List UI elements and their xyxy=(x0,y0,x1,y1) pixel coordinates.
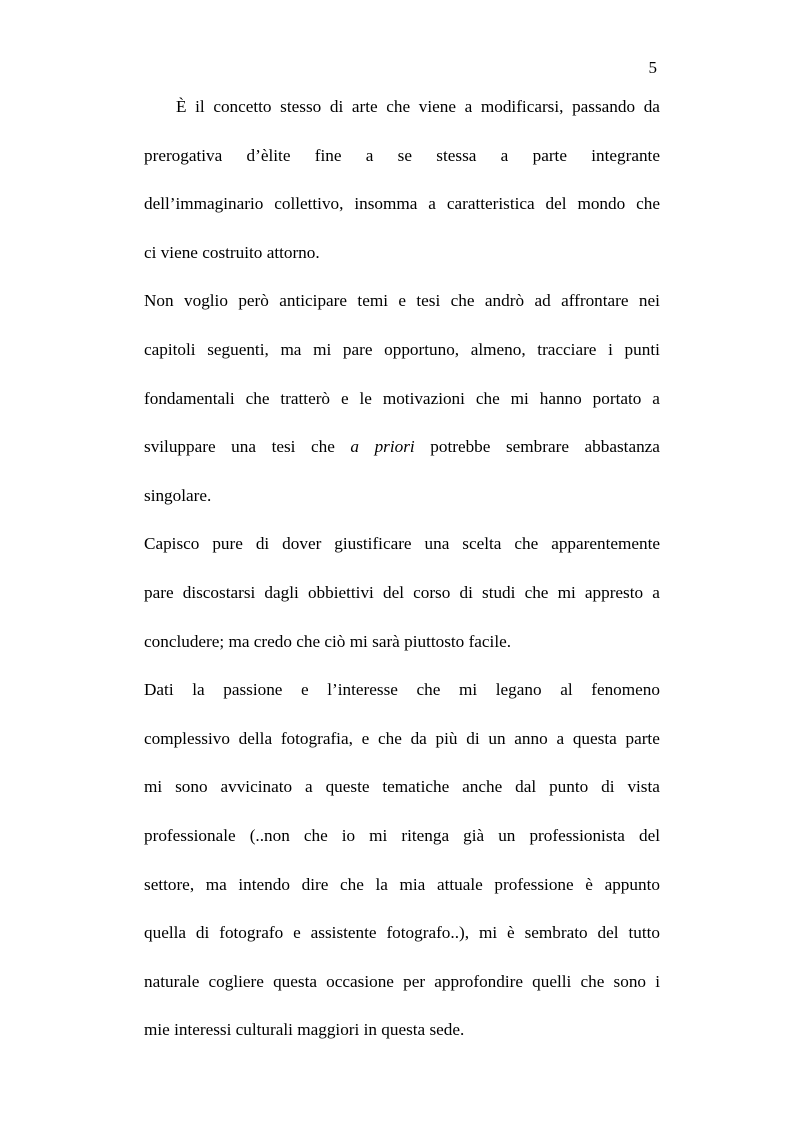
text-line: naturale cogliere questa occasione per approfondire quelli che sono i xyxy=(144,971,660,991)
text-line: È il concetto stesso di arte che viene a modificarsi, passando da xyxy=(176,97,660,116)
text-line: singolare. xyxy=(144,485,212,505)
text-line: mi sono avvicinato a queste tematiche anche dal punto di vista xyxy=(144,777,660,797)
text-line: pare discostarsi dagli obbiettivi del corso di studi che mi appresto a xyxy=(144,582,660,602)
text-line: concludere; ma credo che ciò mi sarà piuttosto facile. xyxy=(144,631,512,651)
text-line: dell’immaginario collettivo, insomma a caratteristica del mondo che xyxy=(144,194,660,214)
text-line: prerogativa d’èlite fine a se stessa a parte integrante xyxy=(144,145,660,165)
text-line: capitoli seguenti, ma mi pare opportuno, almeno, tracciare i punti xyxy=(144,339,660,359)
text-line: professionale (..non che io mi ritenga già un professionista del xyxy=(144,825,660,845)
text-line: Dati la passione e l’interesse che mi legano al fenomeno xyxy=(144,680,660,700)
page-number: 5 xyxy=(648,58,657,77)
text-line: complessivo della fotografia, e che da più di un anno a questa parte xyxy=(144,728,660,748)
text-line: mie interessi culturali maggiori in questa sede. xyxy=(144,1020,465,1040)
text-line: Capisco pure di dover giustificare una scelta che apparentemente xyxy=(144,534,660,554)
text-line: Non voglio però anticipare temi e tesi che andrò ad affrontare nei xyxy=(144,291,660,311)
text-line: fondamentali che tratterò e le motivazioni che mi hanno portato a xyxy=(144,388,660,408)
body-text xyxy=(144,83,660,1055)
text-line: settore, ma intendo dire che la mia attuale professione è appunto xyxy=(144,874,660,894)
text-line: quella di fotografo e assistente fotografo..), mi è sembrato del tutto xyxy=(144,923,660,943)
text-line: ci viene costruito attorno. xyxy=(144,242,320,262)
text-line: sviluppare una tesi che a priori potrebbe sembrare abbastanza xyxy=(144,437,660,457)
